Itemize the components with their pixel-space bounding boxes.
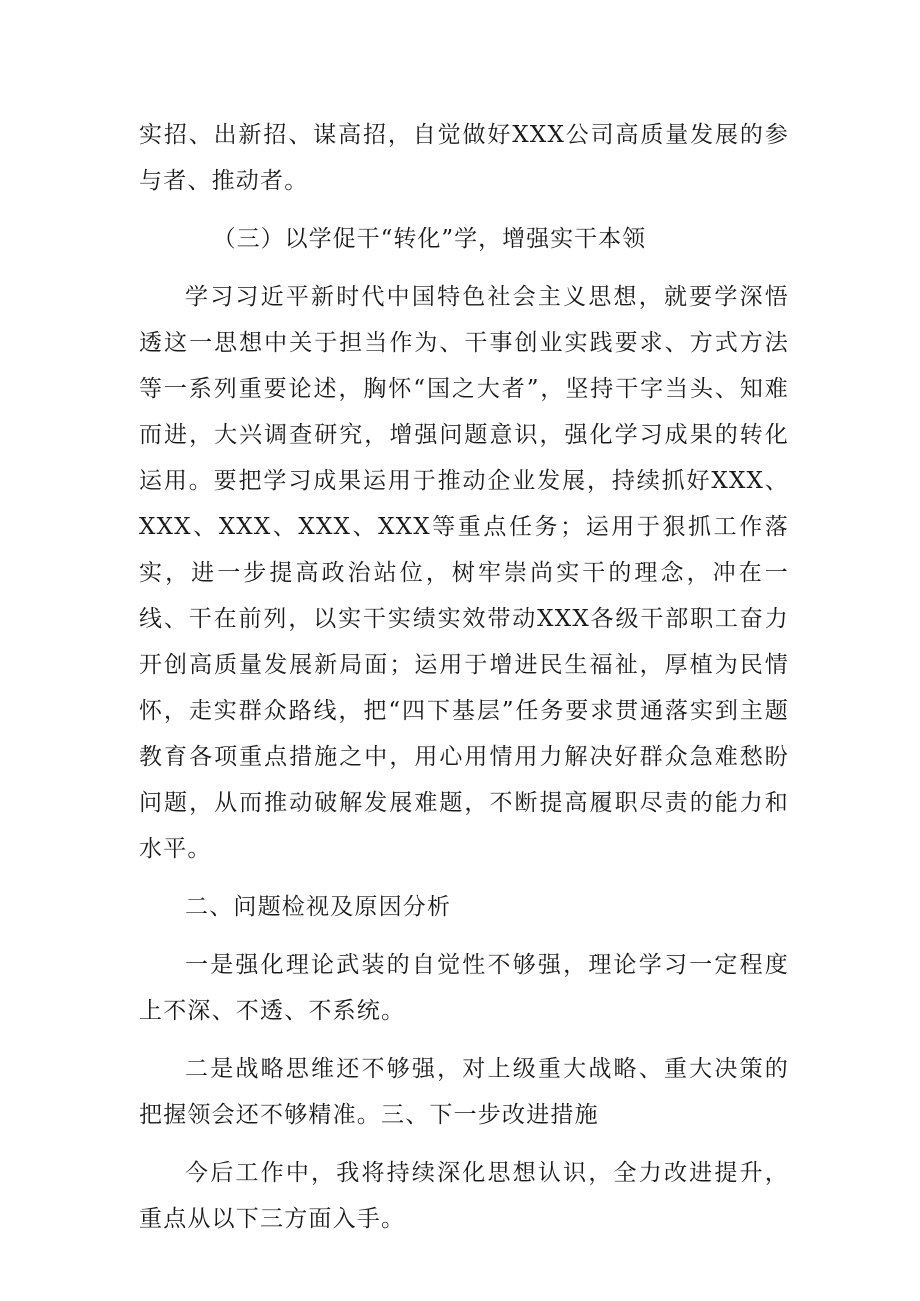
section-heading: 二、问题检视及原因分析: [185, 894, 452, 920]
paragraph-next-steps: 今后工作中，我将持续深化思想认识，全力改进提升，重点从以下三方面入手。: [139, 1160, 789, 1232]
paragraph-problem-one: 一是强化理论武装的自觉性不够强，理论学习一定程度上不深、不透、不系统。: [139, 952, 789, 1024]
paragraph-problem-two: 二是战略思维还不够强，对上级重大战略、重大决策的把握领会还不够精准。三、下一步改进措施: [139, 1056, 789, 1128]
section-subheading: （三）以学促干“转化”学，增强实干本领: [212, 226, 647, 252]
paragraph-body: 学习习近平新时代中国特色社会主义思想，就要学深悟透这一思想中关于担当作为、干事创业实践要求、方式方法等一系列重要论述，胸怀“国之大者”，坚持干字当头、知难而进，大兴调查研究，增强问题意识，强化学习成果的转化运用。要把学习成果运用于推动企业发展，持续抓好XXX、XXX、XXX、XXX、XXX等重点任务；运用于狠抓工作落实，进一步提高政治站位，树牢崇尚实干的理念，冲在一线、干在前列，以实干实绩实效带动XXX各级干部职工奋力开创高质量发展新局面；运用于增进民生福祉，厚植为民情怀，走实群众路线，把“四下基层”任务要求贯通落实到主题教育各项重点措施之中，用心用情用力解决好群众急难愁盼问题，从而推动破解发展难题，不断提高履职尽责的能力和水平。: [139, 284, 789, 862]
document-body: [139, 112, 789, 1242]
paragraph-continued: 实招、出新招、谋高招，自觉做好XXX公司高质量发展的参与者、推动者。: [139, 122, 789, 194]
